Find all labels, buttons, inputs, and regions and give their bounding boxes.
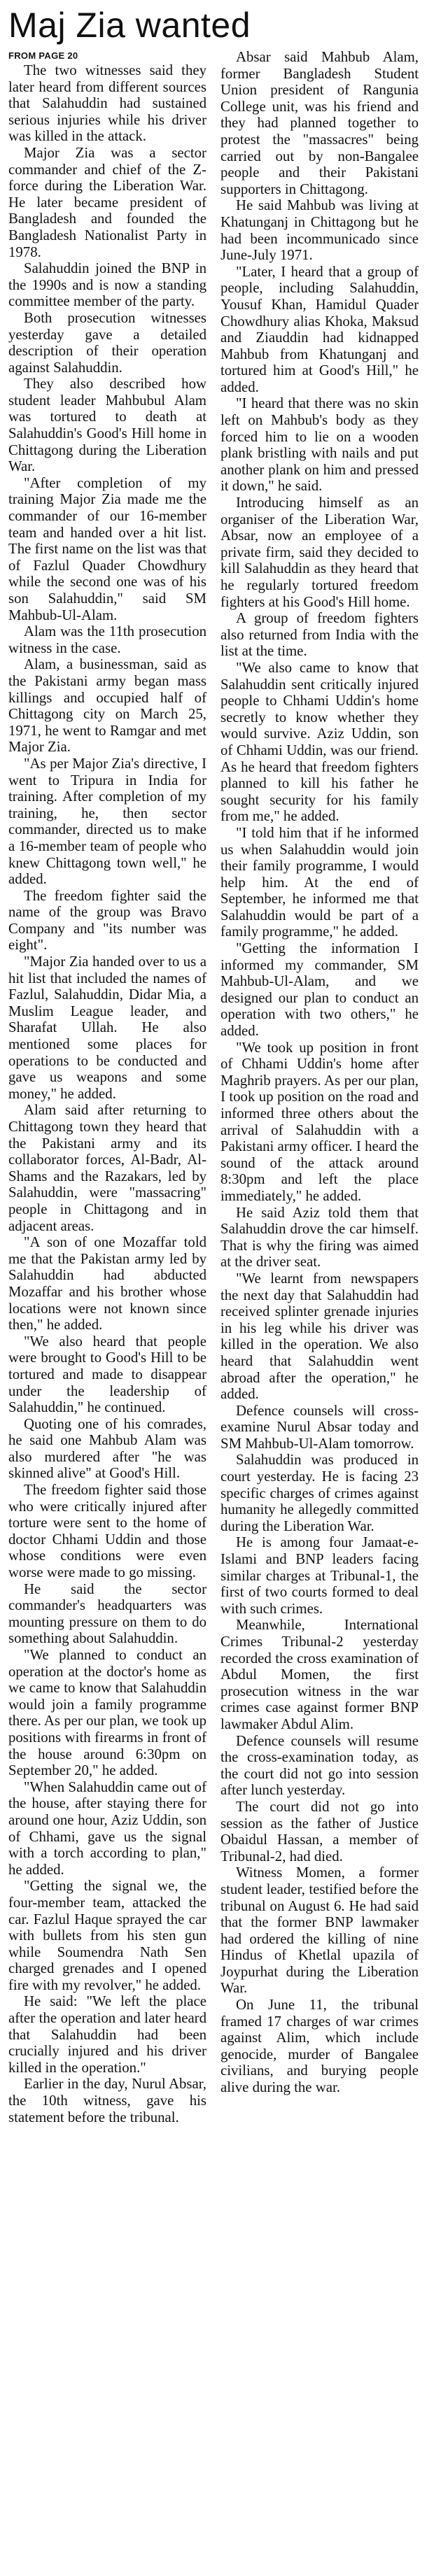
article-paragraph: The freedom fighter said the name of the group was Bravo Company and "its number was eight". — [8, 887, 206, 954]
article-paragraph: Salahuddin joined the BNP in the 1990s and is now a standing committee member of the party. — [8, 260, 206, 310]
article-column-left — [8, 49, 206, 2125]
article-paragraph: "Later, I heard that a group of people, including Salahuddin, Yousuf Khan, Hamidul Quader Chowdhury alias Khoka, Maksud and Ziauddin had kidnapped Mahbub from Khatunganj and tortured him at Good's Hill," he added. — [220, 263, 419, 395]
continued-from-kicker: FROM PAGE 20 — [8, 50, 78, 61]
article-paragraph: "We learnt from newspapers the next day that Salahuddin had received splinter grenade injuries in his leg while his driver was killed in the operation. We also heard that Salahuddin went abroad after the operation," he added. — [220, 1270, 419, 1403]
article-paragraph: "Getting the information I informed my commander, SM Mahbub-Ul-Alam, and we designed our plan to conduct an operation with two others," he added. — [220, 940, 419, 1040]
article-paragraph: "Major Zia handed over to us a hit list that included the names of Fazlul, Salahuddin, Didar Mia, a Muslim League leader, and Sharafat Ullah. He also mentioned some places for operations to be conducted and gave us weapons and some money," he added. — [8, 954, 206, 1102]
article-paragraph: "As per Major Zia's directive, I went to Tripura in India for training. After completion of my training, he, then sector commander, directed us to make a 16-member team of people who knew Chittagong town well," he added. — [8, 755, 206, 888]
article-paragraph: "Getting the signal we, the four-member team, attacked the car. Fazlul Haque sprayed the car with bullets from his sten gun while Soumendra Nath Sen charged grenades and I opened fire with my revolver," he added. — [8, 1878, 206, 1993]
article-paragraph: A group of freedom fighters also returned from India with the list at the time. — [220, 610, 419, 660]
article-paragraph: He said Mahbub was living at Khatunganj in Chittagong but he had been incommunicado since June-July 1971. — [220, 197, 419, 264]
article-paragraph: "When Salahuddin came out of the house, after staying there for around one hour, Aziz Uddin, son of Chhami, gave us the signal with a torch according to plan," he added. — [8, 1778, 206, 1878]
article-paragraph: He said: "We left the place after the operation and later heard that Salahuddin had been crucially injured and his driver killed in the operation." — [8, 1993, 206, 2076]
article-paragraph: Major Zia was a sector commander and chief of the Z-force during the Liberation War. He later became president of Bangladesh and founded the Bangladesh Nationalist Party in 1978. — [8, 144, 206, 260]
article-paragraph: The two witnesses said they later heard from different sources that Salahuddin had sustained serious injuries while his driver was killed in the attack. — [8, 62, 206, 145]
article-paragraph: The court did not go into session as the father of Justice Obaidul Hassan, a member of Tribunal-2, had died. — [220, 1798, 419, 1864]
article-paragraph: He said Aziz told them that Salahuddin drove the car himself. That is why the firing was aimed at the driver seat. — [220, 1204, 419, 1271]
article-paragraph: Meanwhile, International Crimes Tribunal-2 yesterday recorded the cross examination of Abdul Momen, the first prosecution witness in the war crimes case against former BNP lawmaker Abdul Alim. — [220, 1617, 419, 1732]
article-paragraph: "A son of one Mozaffar told me that the Pakistan army led by Salahuddin had abducted Mozaffar and his brother whose locations were not known since then," he added. — [8, 1234, 206, 1333]
article-paragraph: On June 11, the tribunal framed 17 charges of war crimes against Alim, which include genocide, murder of Bangalee civilians, and burying people alive during the war. — [220, 1997, 419, 2096]
article-paragraph: Introducing himself as an organiser of the Liberation War, Absar, now an employee of a private firm, said they decided to kill Salahuddin as they heard that he regularly tortured freedom fighters at his Good's Hill home. — [220, 495, 419, 610]
article-paragraph: "I heard that there was no skin left on Mahbub's body as they forced him to lie on a wooden plank bristling with nails and put another plank on him and pressed it down," he said. — [220, 395, 419, 495]
article-paragraph: Both prosecution witnesses yesterday gave a detailed description of their operation against Salahuddin. — [8, 309, 206, 376]
article-paragraph: Alam was the 11th prosecution witness in the case. — [8, 623, 206, 656]
article-paragraph: Defence counsels will cross-examine Nurul Absar today and SM Mahbub-Ul-Alam tomorrow. — [220, 1402, 419, 1452]
article-paragraph: Earlier in the day, Nurul Absar, the 10th witness, gave his statement before the tribunal. — [8, 2076, 206, 2125]
article-paragraph: Defence counsels will resume the cross-examination today, as the court did not go into session after lunch yesterday. — [220, 1732, 419, 1799]
article-paragraph: Alam, a businessman, said as the Pakistani army began mass killings and occupied half of Chittagong city on March 25, 1971, he went to Ramgar and met Major Zia. — [8, 656, 206, 756]
article-paragraph: "We planned to conduct an operation at the doctor's home as we came to know that Salahuddin would join a family programme there. As per our plan, we took up positions with firearms in front of the house around 6:30pm on September 20," he added. — [8, 1647, 206, 1779]
article-paragraph: "We took up position in front of Chhami Uddin's home after Maghrib prayers. As per our plan, I took up position on the road and informed three others about the arrival of Salahuddin with a Pakistani army officer. I heard the sound of the attack around 8:30pm and left the place immediately," he added. — [220, 1039, 419, 1204]
article-paragraph: He said the sector commander's headquarters was mounting pressure on them to do something about Salahuddin. — [8, 1580, 206, 1647]
article-paragraph: Witness Momen, a former student leader, testified before the tribunal on August 6. He had said that the former BNP lawmaker had ordered the killing of nine Hindus of Khetlal upazila of Joypurhat during the Liberation War. — [220, 1864, 419, 1997]
article-paragraph: "We also heard that people were brought to Good's Hill to be tortured and made to disappear under the leadership of Salahuddin," he continued. — [8, 1333, 206, 1416]
article-paragraph: Alam said after returning to Chittagong town they heard that the Pakistani army and its collaborator forces, Al-Badr, Al-Shams and the Razakars, led by Salahuddin, were "massacring" people in Chittagong and in adjacent areas. — [8, 1102, 206, 1234]
article-paragraph: "After completion of my training Major Zia made me the commander of our 16-member team and handed over a hit list. The first name on the list was that of Fazlul Quader Chowdhury while the second one was of his son Salahuddin," said SM Mahbub-Ul-Alam. — [8, 474, 206, 623]
article-headline: Maj Zia wanted — [8, 6, 251, 45]
article-paragraph: They also described how student leader Mahbubul Alam was tortured to death at Salahuddin's Good's Hill home in Chittagong during the Liberation War. — [8, 376, 206, 475]
article-paragraph: The freedom fighter said those who were critically injured after torture were sent to the home of doctor Chhami Uddin and those whose conditions were even worse were made to go missing. — [8, 1482, 206, 1581]
article-paragraph: Quoting one of his comrades, he said one Mahbub Alam was also murdered after "he was skinned alive" at Good's Hill. — [8, 1415, 206, 1482]
article-paragraph: He is among four Jamaat-e-Islami and BNP leaders facing similar charges at Tribunal-1, the first of two courts formed to deal with such crimes. — [220, 1534, 419, 1617]
article-paragraph: Absar said Mahbub Alam, former Bangladesh Student Union president of Rangunia College unit, was his friend and they had planned together to protest the "massacres" being carried out by non-Bangalee people and their Pakistani supporters in Chittagong. — [220, 49, 419, 197]
article-body — [8, 49, 419, 2125]
article-paragraph: "I told him that if he informed us when Salahuddin would join their family programme, I would help him. At the end of September, he informed me that Salahuddin would be part of a family programme," he added. — [220, 824, 419, 940]
article-column-right — [220, 49, 419, 2125]
article-paragraph: "We also came to know that Salahuddin sent critically injured people to Chhami Uddin's home secretly to know whether they would survive. Aziz Uddin, son of Chhami Uddin, was our friend. As he heard that freedom fighters planned to kill his father he sought security for his family from me," he added. — [220, 659, 419, 825]
article-paragraph: Salahuddin was produced in court yesterday. He is facing 23 specific charges of crimes against humanity he allegedly committed during the Liberation War. — [220, 1452, 419, 1534]
